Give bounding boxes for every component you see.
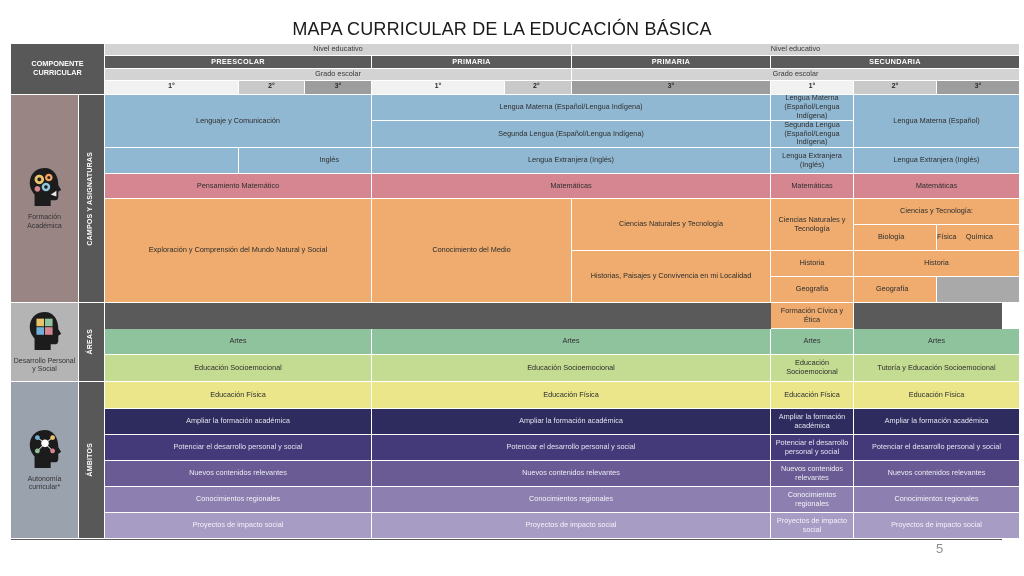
socioemocional-cell: Educación Socioemocional [372, 355, 771, 382]
conocimientos-regionales-cell: Conocimientos regionales [105, 487, 372, 513]
matematicas-cell: Matemáticas [771, 174, 854, 199]
historias-paisajes-cell: Historias, Paisajes y Convivencia en mi Localidad [572, 251, 771, 303]
lengua-extranjera-cell: Lengua Extranjera (Inglés) [372, 148, 771, 174]
nivel-educativo-left: Nivel educativo [105, 44, 572, 56]
segunda-lengua-cell: Segunda Lengua (Español/Lengua Indígena) [771, 121, 854, 148]
proyectos-impacto-cell: Proyectos de impacto social [854, 513, 1020, 539]
desarrollo-text: Desarrollo Personal y Social [13, 357, 76, 373]
page-title: MAPA CURRICULAR DE LA EDUCACIÓN BÁSICA [292, 19, 712, 39]
grade-cell: 3° [937, 81, 1020, 95]
nuevos-contenidos-cell: Nuevos contenidos relevantes [771, 461, 854, 487]
exploracion-cell: Exploración y Comprensión del Mundo Natural y Social [105, 199, 372, 303]
fisica-cell: Física [937, 225, 1020, 251]
empty-cell [105, 148, 239, 174]
ambitos-label: ÁMBITOS [79, 382, 105, 539]
nuevos-contenidos-cell: Nuevos contenidos relevantes [372, 461, 771, 487]
proyectos-impacto-cell: Proyectos de impacto social [372, 513, 771, 539]
grade-cell: 3° [572, 81, 771, 95]
conocimientos-regionales-cell: Conocimientos regionales [372, 487, 771, 513]
page-number: 5 [936, 541, 944, 556]
ampliar-cell: Ampliar la formación académica [105, 409, 372, 435]
educacion-fisica-cell: Educación Física [854, 382, 1020, 409]
geografia-cell: Geografía [854, 277, 937, 303]
artes-cell: Artes [105, 329, 372, 355]
grade-cell: 1° [372, 81, 505, 95]
conocimientos-regionales-cell: Conocimientos regionales [854, 487, 1020, 513]
conocimiento-medio-cell: Conocimiento del Medio [372, 199, 572, 303]
historia-cell: Historia [771, 251, 854, 277]
autonomia-curricular-label [11, 382, 79, 539]
segunda-lengua-cell: Segunda Lengua (Español/Lengua Indígena) [372, 121, 771, 148]
quimica-cell: Química [937, 225, 1020, 251]
ciencias-naturales-cell: Ciencias Naturales y Tecnología [771, 199, 854, 251]
pensamiento-matematico-cell: Pensamiento Matemático [105, 174, 372, 199]
educacion-fisica-cell: Educación Física [372, 382, 771, 409]
grado-escolar-right: Grado escolar [572, 69, 1020, 81]
grado-escolar-left: Grado escolar [105, 69, 572, 81]
lengua-materna-cell: Lengua Materna (Español/Lengua Indígena) [372, 95, 771, 121]
lengua-materna-cell: Lengua Materna (Español/Lengua Indígena) [771, 95, 854, 121]
potenciar-cell: Potenciar el desarrollo personal y social [372, 435, 771, 461]
geografia-cell: Geografía [771, 277, 854, 303]
desarrollo-personal-label [11, 303, 79, 382]
proyectos-impacto-cell: Proyectos de impacto social [771, 513, 854, 539]
artes-cell: Artes [854, 329, 1020, 355]
lenguaje-comunicacion-cell: Lenguaje y Comunicación [105, 95, 372, 148]
level-secundaria: SECUNDARIA [771, 56, 1020, 69]
lengua-materna-espanol-cell: Lengua Materna (Español) [854, 95, 1020, 148]
historia-cell: Historia [854, 251, 1020, 277]
matematicas-cell: Matemáticas [854, 174, 1020, 199]
formacion-civica-cell: Formación Cívica y Ética [771, 303, 854, 329]
lengua-extranjera-cell: Lengua Extranjera (Inglés) [771, 148, 854, 174]
curriculum-table [11, 44, 1002, 540]
network-head-icon [26, 428, 64, 470]
ampliar-cell: Ampliar la formación académica [854, 409, 1020, 435]
grade-cell: 2° [854, 81, 937, 95]
formacion-academica-label [11, 95, 79, 303]
socioemocional-cell: Educación Socioemocional [105, 355, 372, 382]
grade-cell: 1° [771, 81, 854, 95]
level-preescolar: PREESCOLAR [105, 56, 372, 69]
educacion-fisica-cell: Educación Física [105, 382, 372, 409]
level-primaria-2: PRIMARIA [572, 56, 771, 69]
proyectos-impacto-cell: Proyectos de impacto social [105, 513, 372, 539]
potenciar-cell: Potenciar el desarrollo personal y social [105, 435, 372, 461]
biologia-cell: Biología [854, 225, 937, 251]
empty-grey-cell [937, 277, 1020, 303]
ingles-cell: Inglés [239, 148, 372, 174]
gears-head-icon [26, 166, 64, 208]
grade-cell: 2° [505, 81, 572, 95]
ciencias-tecnologia-cell: Ciencias y Tecnología: [854, 199, 1020, 225]
artes-cell: Artes [771, 329, 854, 355]
potenciar-cell: Potenciar el desarrollo personal y social [854, 435, 1020, 461]
socioemocional-cell: Educación Socioemocional [771, 355, 854, 382]
component-header: COMPONENTE CURRICULAR [11, 44, 105, 95]
level-primaria-1: PRIMARIA [372, 56, 572, 69]
grade-cell: 2° [239, 81, 305, 95]
areas-label: ÁREAS [79, 303, 105, 382]
nivel-educativo-right: Nivel educativo [572, 44, 1020, 56]
ampliar-cell: Ampliar la formación académica [372, 409, 771, 435]
matematicas-cell: Matemáticas [372, 174, 771, 199]
campos-asignaturas-label: CAMPOS Y ASIGNATURAS [79, 95, 105, 303]
nuevos-contenidos-cell: Nuevos contenidos relevantes [105, 461, 372, 487]
grade-cell: 1° [105, 81, 239, 95]
grade-cell: 3° [305, 81, 372, 95]
nuevos-contenidos-cell: Nuevos contenidos relevantes [854, 461, 1020, 487]
tutoria-cell: Tutoría y Educación Socioemocional [854, 355, 1020, 382]
potenciar-cell: Potenciar el desarrollo personal y social [771, 435, 854, 461]
formacion-text: Formación Académica [27, 214, 62, 230]
ampliar-cell: Ampliar la formación académica [771, 409, 854, 435]
artes-cell: Artes [372, 329, 771, 355]
ciencias-naturales-short-cell: Ciencias Naturales y Tecnología [572, 199, 771, 251]
lengua-extranjera-cell: Lengua Extranjera (Inglés) [854, 148, 1020, 174]
conocimientos-regionales-cell: Conocimientos regionales [771, 487, 854, 513]
puzzle-head-icon [26, 310, 64, 352]
educacion-fisica-cell: Educación Física [771, 382, 854, 409]
autonomia-text: Autonomía curricular* [27, 475, 62, 491]
